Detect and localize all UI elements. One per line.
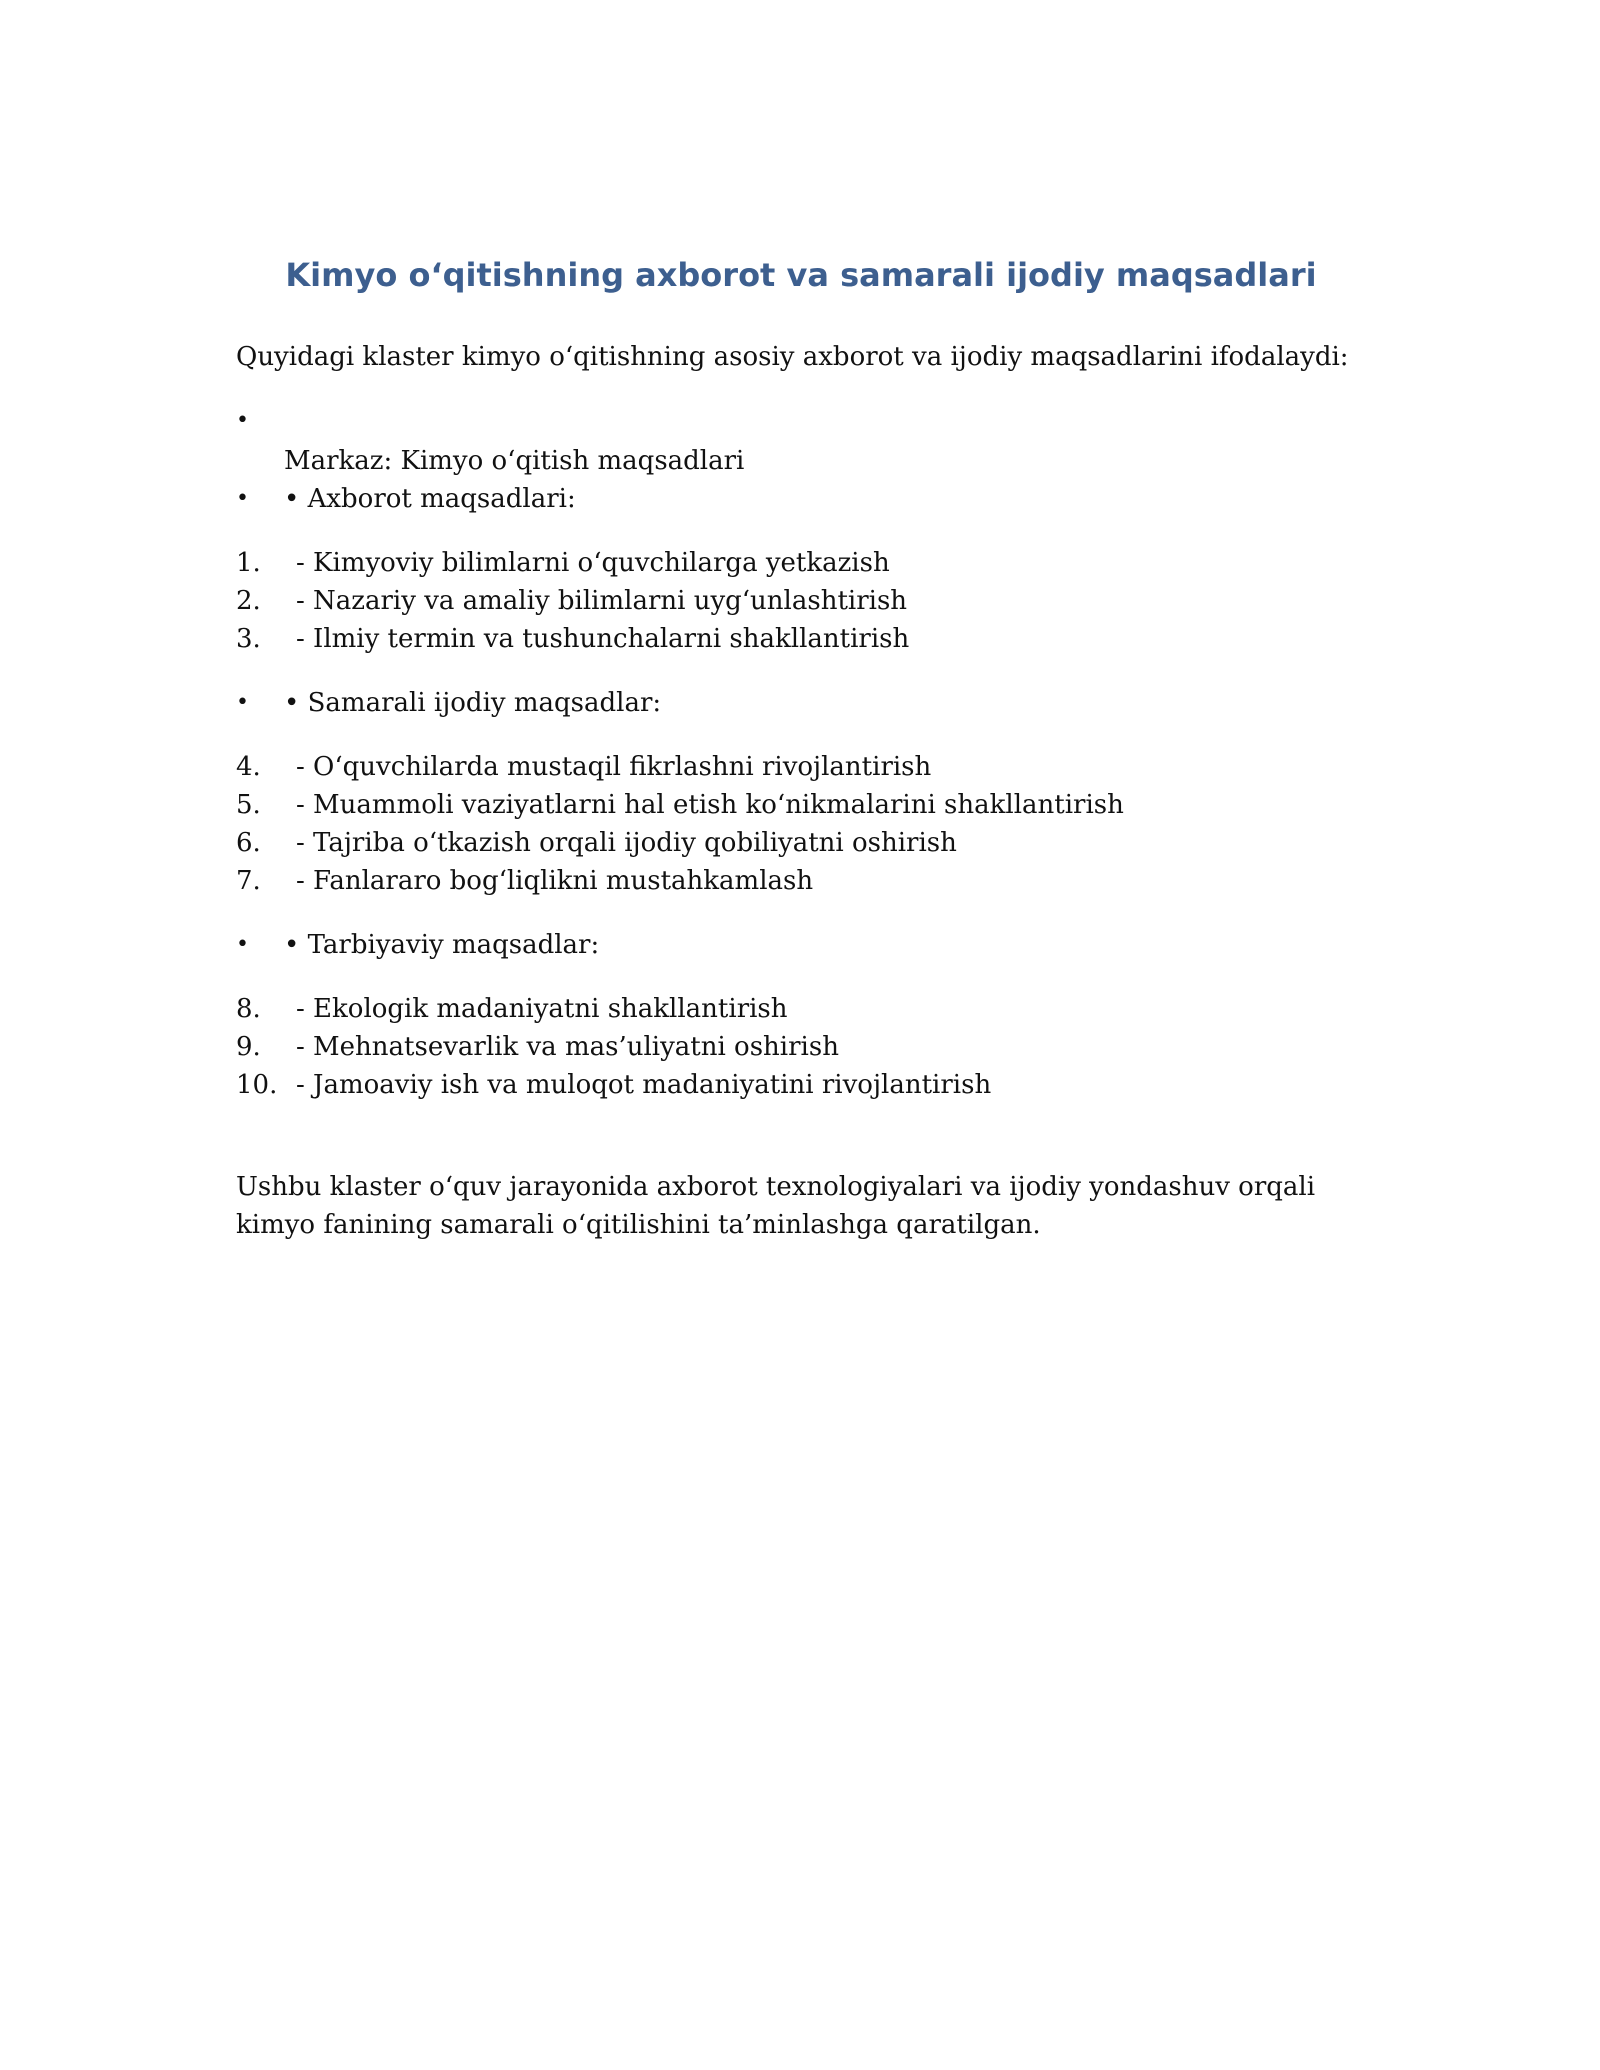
list-item (236, 748, 1336, 786)
list-item (236, 824, 1336, 862)
list-item (236, 544, 1336, 582)
list-item (236, 862, 1336, 900)
list-text: - Oʻquvchilarda mustaqil fikrlashni rivojlantirish (296, 752, 932, 782)
list-text: - Tajriba oʻtkazish orqali ijodiy qobiliyatni oshirish (296, 828, 957, 858)
list-number: 3. (236, 624, 261, 654)
bullet-dot: • (236, 690, 249, 715)
list-text: - Muammoli vaziyatlarni hal etish koʻnikmalarini shakllantirish (296, 790, 1124, 820)
list-number: 7. (236, 866, 261, 896)
list-text: - Nazariy va amaliy bilimlarni uygʻunlashtirish (296, 586, 908, 616)
list-text: - Jamoaviy ish va muloqot madaniyatini rivojlantirish (296, 1070, 992, 1100)
list-text: - Mehnatsevarlik va mas’uliyatni oshirish (296, 1032, 839, 1062)
list-number: 1. (236, 548, 261, 578)
list-number: 5. (236, 790, 261, 820)
list-item (236, 1066, 1336, 1104)
list-item (236, 620, 1336, 658)
list-item (236, 582, 1336, 620)
list-text: - Fanlararo bogʻliqlikni mustahkamlash (296, 866, 814, 896)
document-body (236, 250, 1366, 1240)
list-number: 4. (236, 752, 261, 782)
list-item (236, 990, 1336, 1028)
list-text: - Ilmiy termin va tushunchalarni shakllantirish (296, 624, 910, 654)
list-number: 2. (236, 586, 261, 616)
list-number: 6. (236, 828, 261, 858)
list-text: - Ekologik madaniyatni shakllantirish (296, 994, 788, 1024)
center-label: Markaz: Kimyo oʻqitish maqsadlari (284, 446, 745, 476)
list-number: 8. (236, 994, 261, 1024)
list-number: 9. (236, 1032, 261, 1062)
section-heading: • Tarbiyaviy maqsadlar: (284, 930, 600, 960)
list-number: 10. (236, 1070, 278, 1100)
conclusion-paragraph: Ushbu klaster oʻquv jarayonida axborot texnologiyalari va ijodiy yondashuv orqali kimyo fanining samarali oʻqitilishini ta’minlashga qaratilgan. (236, 1172, 1316, 1240)
section-heading: • Axborot maqsadlari: (284, 484, 576, 514)
section-heading: • Samarali ijodiy maqsadlar: (284, 688, 662, 718)
document-title: Kimyo oʻqitishning axborot va samarali ijodiy maqsadlari (285, 256, 1317, 294)
bullet-dot: • (236, 932, 249, 957)
list-item (236, 1028, 1336, 1066)
list-text: - Kimyoviy bilimlarni oʻquvchilarga yetkazish (296, 548, 890, 578)
bullet-dot: • (236, 486, 249, 511)
bullet-dot: • (236, 408, 249, 433)
intro-paragraph: Quyidagi klaster kimyo oʻqitishning asosiy axborot va ijodiy maqsadlarini ifodalaydi: (236, 342, 1349, 372)
list-item (236, 786, 1336, 824)
